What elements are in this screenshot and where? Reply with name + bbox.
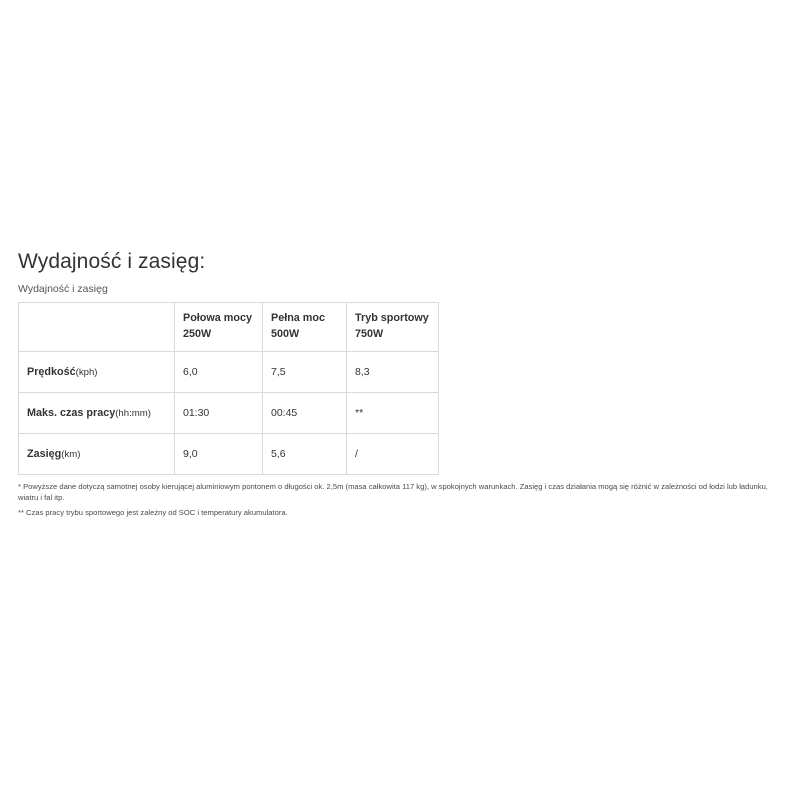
column-title: Pełna moc <box>271 312 326 325</box>
column-subtitle: 500W <box>271 328 300 340</box>
row-unit: (km) <box>61 449 81 460</box>
page-title: Wydajność i zasięg: <box>18 250 206 273</box>
table-header-row <box>19 303 439 352</box>
cell-speed-sport-mode: 8,3 <box>347 352 439 393</box>
row-label: Zasięg <box>27 448 62 460</box>
row-label: Prędkość <box>27 366 76 378</box>
cell-runtime-half-power: 01:30 <box>175 393 263 434</box>
row-label: Maks. czas pracy <box>27 407 116 419</box>
table-header-cell-sport-mode <box>347 303 439 352</box>
cell-range-sport-mode: / <box>347 434 439 475</box>
table-row <box>19 393 439 434</box>
cell-speed-half-power: 6,0 <box>175 352 263 393</box>
footnotes <box>18 481 782 518</box>
section-subtitle: Wydajność i zasięg <box>18 283 108 295</box>
cell-range-full-power: 5,6 <box>263 434 347 475</box>
table-row <box>19 434 439 475</box>
column-title: Połowa mocy <box>183 312 252 325</box>
footnote-primary: * Powyższe dane dotyczą samotnej osoby kierującej aluminiowym pontonem o długości ok. 2,5m (masa całkowita 117 kg), w spokojnych warunkach. Zasięg i czas działania mogą się różnić w zależności od łodzi lub ładunku, wiatru i fal itp. <box>18 482 768 503</box>
column-subtitle: 250W <box>183 328 212 340</box>
row-header-speed <box>19 352 175 393</box>
row-unit: (kph) <box>75 367 98 378</box>
row-header-range <box>19 434 175 475</box>
cell-speed-full-power: 7,5 <box>263 352 347 393</box>
footnote-secondary: ** Czas pracy trybu sportowego jest zależny od SOC i temperatury akumulatora. <box>18 507 288 517</box>
row-unit: (hh:mm) <box>115 408 151 419</box>
performance-range-table <box>18 302 439 475</box>
cell-runtime-sport-mode: ** <box>347 393 439 434</box>
column-subtitle: 750W <box>355 328 384 340</box>
table-header-cell-half-power <box>175 303 263 352</box>
column-title: Tryb sportowy <box>355 312 429 325</box>
cell-range-half-power: 9,0 <box>175 434 263 475</box>
spec-section <box>18 250 782 518</box>
table-header-cell-full-power <box>263 303 347 352</box>
row-header-runtime <box>19 393 175 434</box>
table-row <box>19 352 439 393</box>
cell-runtime-full-power: 00:45 <box>263 393 347 434</box>
table-header-cell-empty <box>19 303 175 352</box>
